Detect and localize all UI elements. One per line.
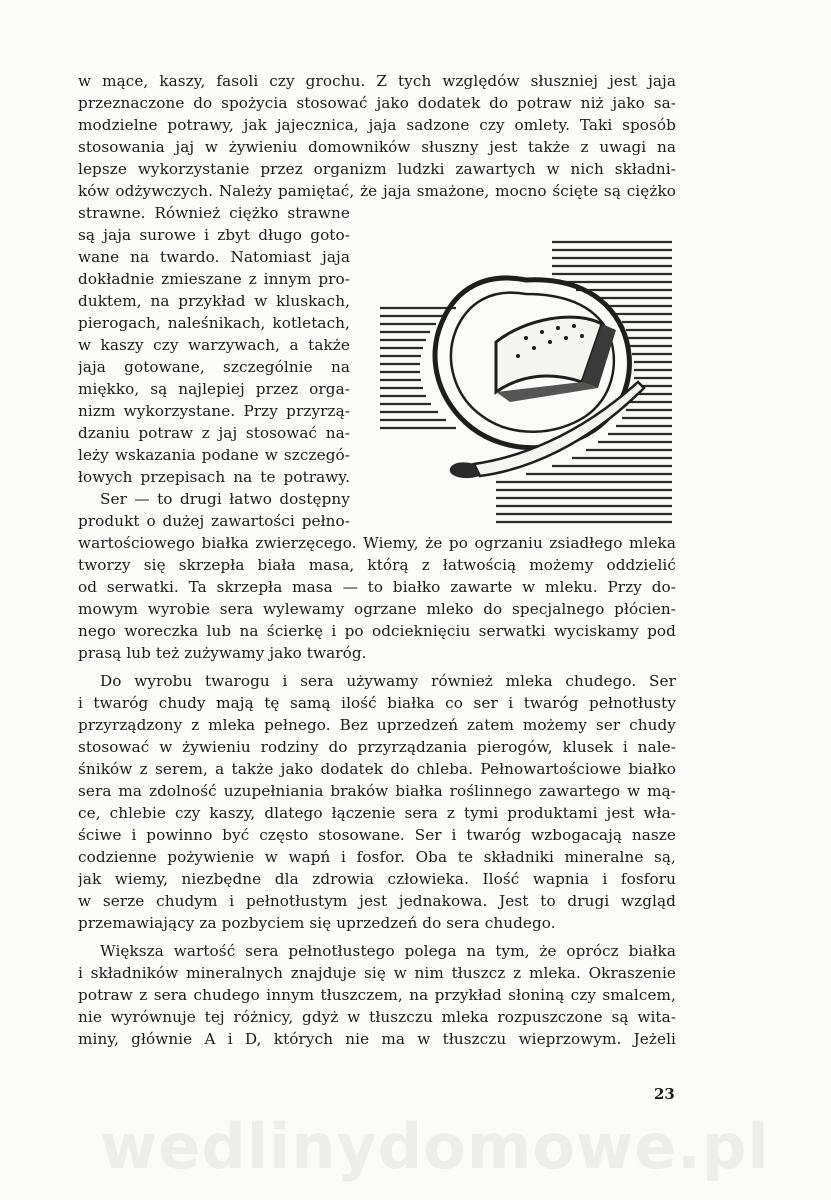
text-line: ce, chlebie czy kaszy, dlatego łączenie sera z tymi produktami jest wła-: [78, 804, 676, 822]
text-line: miękko, są najlepiej przez orga-: [78, 380, 350, 398]
text-line: modzielne potrawy, jak jajecznica, jaja sadzone czy omlety. Taki sposób: [78, 116, 676, 134]
text-line: stosować w żywieniu rodziny do przyrządzania pierogów, klusek i nale-: [78, 738, 676, 756]
text-line: nie wyrównuje tej różnicy, gdyż w tłuszczu mleka rozpuszczone są wita-: [78, 1008, 676, 1026]
text-line: wane na twardo. Natomiast jaja: [78, 248, 350, 266]
text-line: są jaja surowe i zbyt długo goto-: [78, 226, 350, 244]
text-line: śników z serem, a także jako dodatek do chleba. Pełnowartościowe białko: [78, 760, 676, 778]
text-line: strawne. Również ciężko strawne: [78, 204, 350, 222]
text-line: sera ma zdolność uzupełniania braków białka roślinnego zawartego w mą-: [78, 782, 676, 800]
text-line: stosowania jaj w żywieniu domowników słuszny jest także z uwagi na: [78, 138, 676, 156]
text-line: ściwe i powinno być często stosowane. Ser i twaróg wzbogacają nasze: [78, 826, 676, 844]
text-line: produkt o dużej zawartości pełno-: [78, 512, 350, 530]
text-line: nego woreczka lub na ścierkę i po odcieknięciu serwatki wyciskamy pod: [78, 622, 676, 640]
text-line: wartościowego białka zwierzęcego. Wiemy, że po ogrzaniu zsiadłego mleka: [78, 534, 676, 552]
text-line: od serwatki. Ta skrzepła masa — to białko zawarte w mleku. Przy do-: [78, 578, 676, 596]
text-line: mowym wyrobie sera wylewamy ogrzane mleko do specjalnego płócien-: [78, 600, 676, 618]
text-line: w mące, kaszy, fasoli czy grochu. Z tych względów słuszniej jest jaja: [78, 72, 676, 90]
text-line: potraw z sera chudego innym tłuszczem, na przykład słoniną czy smalcem,: [78, 986, 676, 1004]
text-line: jak wiemy, niezbędne dla zdrowia człowieka. Ilość wapnia i fosforu: [78, 870, 676, 888]
text-line: lepsze wykorzystanie przez organizm ludzki zawartych w nich składni-: [78, 160, 676, 178]
text-line: przeznaczone do spożycia stosować jako dodatek do potraw niż jako sa-: [78, 94, 676, 112]
text-line: przyrządzony z mleka pełnego. Bez uprzedzeń zatem możemy ser chudy: [78, 716, 676, 734]
paragraph-start-line: Ser — to drugi łatwo dostępny: [100, 490, 350, 508]
text-line: łowych przepisach na te potrawy.: [78, 468, 350, 486]
text-line: i twaróg chudy mają tę samą ilość białka co ser i twaróg pełnotłusty: [78, 694, 676, 712]
cheese-knife-illustration: [376, 232, 676, 532]
illustration-svg: [376, 232, 676, 532]
text-line: w kaszy czy warzywach, a także: [78, 336, 350, 354]
text-line: leży wskazania podane w szczegó-: [78, 446, 350, 464]
watermark: wedlinydomowe.pl: [100, 1110, 770, 1183]
text-line: pierogach, naleśnikach, kotletach,: [78, 314, 350, 332]
text-line: codzienne pożywienie w wapń i fosfor. Oba te składniki mineralne są,: [78, 848, 676, 866]
text-line: nizm wykorzystane. Przy przyrzą-: [78, 402, 350, 420]
text-line: miny, głównie A i D, których nie ma w tłuszczu wieprzowym. Jeżeli: [78, 1030, 676, 1048]
paragraph-end-line: przemawiający za pozbyciem się uprzedzeń do sera chudego.: [78, 914, 556, 932]
text-line: i składników mineralnych znajduje się w nim tłuszcz z mleka. Okraszenie: [78, 964, 676, 982]
paragraph-end-line: prasą lub też zużywamy jako twaróg.: [78, 644, 367, 662]
text-line: dzaniu potraw z jaj stosować na-: [78, 424, 350, 442]
page-number: 23: [654, 1085, 675, 1103]
text-line: w serze chudym i pełnotłustym jest jednakowa. Jest to drugi wzgląd: [78, 892, 676, 910]
text-line: tworzy się skrzepła biała masa, którą z łatwością możemy oddzielić: [78, 556, 676, 574]
text-line: ków odżywczych. Należy pamiętać, że jaja smażone, mocno ścięte są ciężko: [78, 182, 676, 200]
paragraph-start-line: Większa wartość sera pełnotłustego polega na tym, że oprócz białka: [100, 942, 676, 960]
text-line: duktem, na przykład w kluskach,: [78, 292, 350, 310]
paragraph-start-line: Do wyrobu twarogu i sera używamy również mleka chudego. Ser: [100, 672, 676, 690]
text-line: dokładnie zmieszane z innym pro-: [78, 270, 350, 288]
text-line: jaja gotowane, szczególnie na: [78, 358, 350, 376]
